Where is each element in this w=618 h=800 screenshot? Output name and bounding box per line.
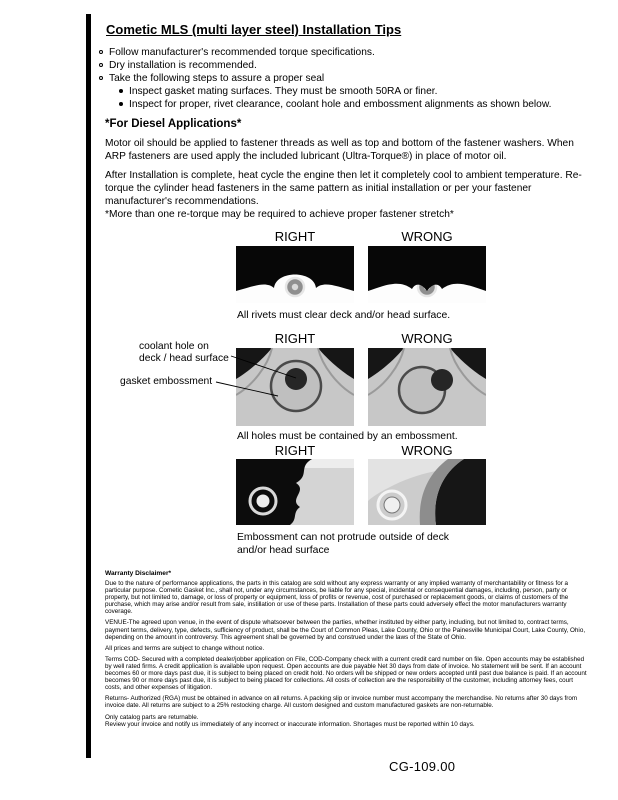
- embossment-caption: [237, 531, 449, 557]
- tip-text: Follow manufacturer's recommended torque specifications.: [109, 47, 375, 58]
- page-title: Cometic MLS (multi layer steel) Installation Tips: [106, 22, 402, 37]
- wrong-heading: WRONG: [401, 443, 453, 458]
- left-border-rule: [86, 14, 91, 758]
- warranty-paragraph: All prices and terms are subject to change without notice.: [105, 644, 265, 652]
- open-bullet-icon: [99, 63, 103, 67]
- warranty-paragraph: Due to the nature of performance applications, the parts in this catalog are sold without any express warranty or any implied warranty of merchantability or fitness for a particular purpose. Cometic Gasket Inc., shall not, under any circumstances, be liable for any special, incidental or consequential damages, including, person, party or property, but not limited to, damage, or loss of property or equipment, loss of profits or revenue, cost of purchased or replacement goods, or claims of customers of the purchase, which may arise and/or result from sale, instillation or use of these parts. Installation of these parts could adversely effect the motor manufacturers warranty coverage.: [105, 580, 569, 616]
- caption-line: Embossment can not protrude outside of deck: [237, 532, 449, 543]
- list-item: [97, 46, 589, 59]
- leader-lines: [213, 344, 313, 402]
- embossment-right-image: [236, 459, 354, 525]
- retorque-note: *More than one re-torque may be required to achieve proper fastener stretch*: [105, 209, 454, 220]
- list-item: [97, 59, 589, 72]
- open-bullet-icon: [99, 76, 103, 80]
- hole-wrong-image: [368, 348, 486, 426]
- warranty-disclaimer: [105, 570, 588, 732]
- warranty-paragraph: Returns- Authorized (RGA) must be obtained in advance on all returns. A packing slip or invoice number must accompany the merchandise. No returns after 30 days from invoice date. All returns are subject to a 25% restocking charge. All custom designed and custom manufactured gaskets are non-returnable.: [105, 695, 578, 710]
- tip-text: Dry installation is recommended.: [109, 60, 257, 71]
- rivets-caption: All rivets must clear deck and/or head surface.: [237, 310, 451, 321]
- diesel-paragraph-2: After Installation is complete, heat cycle the engine then let it completely cool to ambient temperature. Re-torque the cylinder head fasteners in the same pattern as initial installation or per your fastener manufacturer's recommendations.: [105, 170, 582, 207]
- open-bullet-icon: [99, 50, 103, 54]
- tip-text: Inspect for proper, rivet clearance, coolant hole and embossment alignments as shown below.: [129, 99, 552, 110]
- tips-list: [97, 46, 589, 111]
- filled-bullet-icon: [119, 102, 123, 106]
- filled-bullet-icon: [119, 89, 123, 93]
- gasket-embossment-label: gasket embossment: [120, 376, 213, 387]
- wrong-heading: WRONG: [401, 331, 453, 346]
- diesel-applications-heading: *For Diesel Applications*: [105, 118, 242, 130]
- tip-text: Take the following steps to assure a proper seal: [109, 73, 325, 84]
- holes-caption: All holes must be contained by an embossment.: [237, 431, 458, 442]
- right-heading: RIGHT: [274, 331, 316, 346]
- diagram-row-rivets: [236, 229, 486, 325]
- warranty-paragraph: VENUE-The agreed upon venue, in the event of dispute whatsoever between the parties, whether instituted by either party, including, but not limited to, contract terms, payment terms, delivery, type, defects, sufficiency of product, shall be the Court of Common Pleas, Lake County, Ohio or the Painesville Municipal Court, Lake County, Ohio, depending on the amount in controversy. This agreement shall be governed by and construed under the laws of the State of Ohio.: [105, 619, 586, 641]
- right-heading: RIGHT: [274, 229, 316, 244]
- page-number: CG-109.00: [389, 759, 456, 774]
- list-item: [97, 72, 589, 85]
- caption-line: and/or head surface: [237, 545, 330, 556]
- tip-text: Inspect gasket mating surfaces. They must be smooth 50RA or finer.: [129, 86, 438, 97]
- warranty-heading: Warranty Disclaimer*: [105, 570, 172, 577]
- wrong-heading: WRONG: [401, 229, 453, 244]
- diagram-row-embossment: [236, 443, 486, 565]
- list-item: [97, 98, 589, 111]
- embossment-wrong-image: [368, 459, 486, 525]
- label-line: coolant hole on: [139, 341, 209, 352]
- warranty-paragraph: Only catalog parts are returnable.: [105, 713, 199, 721]
- rivet-right-image: [236, 246, 354, 303]
- warranty-paragraph: Review your invoice and notify us immediately of any incorrect or inaccurate information. Shortages must be reported within 10 days.: [105, 720, 475, 728]
- diesel-paragraph-1: Motor oil should be applied to fastener threads as well as top and bottom of the fastener washers. When ARP fasteners are used apply the included lubricant (Ultra-Torque®) in place of motor oil.: [105, 138, 574, 162]
- warranty-paragraph: Terms COD- Secured with a completed dealer/jobber application on File, COD-Company check with a current credit card number on file. Open accounts may be established by well rated firms. A credit application is available upon request. Open accounts are due payable Net 30 days from date of invoice. No statement will be sent. If an account becomes 60 or more days past due, it is subject to being placed on credit hold. No orders will be shipped or new orders accepted until past due balance is paid. If an account becomes 90 or more days past due, it is subject to being placed for collections. All costs of collection are the responsibility of the customer, including attorney fees, court costs, and other expenses of litigation.: [105, 655, 587, 692]
- rivet-wrong-image: [368, 246, 486, 303]
- list-item: [97, 85, 589, 98]
- right-heading: RIGHT: [274, 443, 316, 458]
- label-line: deck / head surface: [139, 352, 229, 364]
